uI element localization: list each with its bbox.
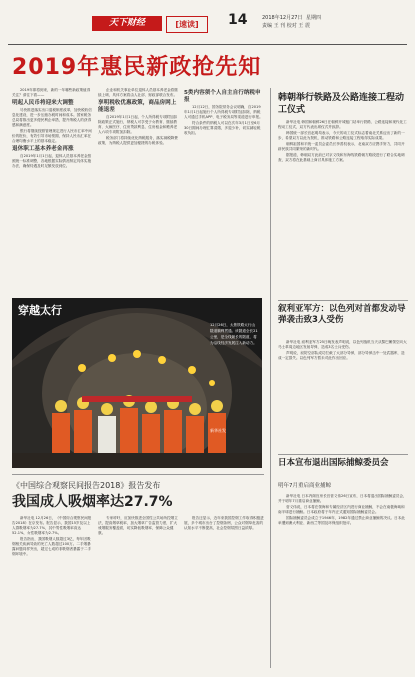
article1-subhead-4: 5类内容须个人自主自行纳税申报 <box>184 90 261 103</box>
masthead-weekday: 星期四 <box>306 15 322 21</box>
right2-para-2: 声明说，叙防空部队成功拦截了大部分导弹，部分导弹击中一处武器库，造成一定损失。以色列军方暂未对此作出回应。 <box>278 351 405 360</box>
right3-subheading: 明年7月重启商业捕鲸 <box>278 483 331 489</box>
article1-col3 <box>184 88 264 294</box>
masthead-date: 2018年12月27日 <box>262 15 303 21</box>
masthead-editors: 责编 王 刊 校对 王 震 <box>262 23 310 29</box>
right1-para-2: 韩国统一部长官赵明均表示，今天的动工仪式标志着南北关系迈出了新的一步，希望双方以此为契机，推动铁路和公路连接工程取得实际成果。 <box>278 131 405 140</box>
main-headline: 2019年惠民新政抢先知 <box>12 55 262 80</box>
article1-para-6: 税务部门将持续优化纳税服务，落实减税降费政策，为纳税人提供更加便捷的办税体验。 <box>98 136 178 145</box>
photo-credit: 新华社发 <box>210 428 226 433</box>
article1-para-3: 自2019年1月1日起，退休人员基本养老金按照统一标准调整，各地根据实际情况制定具体实施办法，确保待遇及时足额发放到位。 <box>12 154 92 168</box>
article1-para-7: 12月12日，国务院常务会议明确，自2019年1月1日起施行个人所得税专项附加扣除，纳税人可通过手机APP、电子税务局等渠道进行申报。 <box>184 105 263 119</box>
article1-subhead-1: 明起人民币将迎来大调整 <box>12 100 74 106</box>
right-rule-1 <box>278 300 408 301</box>
right3-heading: 日本宣布退出国际捕鲸委员会 <box>278 458 389 468</box>
right3-para-3: 国际捕鲸委员会成立于1946年，1982年通过禁止商业捕鲸的决议。日本此举遭到澳大利亚、新西兰等国及环保组织批评。 <box>278 516 405 525</box>
article1-para-1: 尽快推进落实出口退税制度改革，加快税收信息化建设，进一步压缩办税时间和成本。国家税务总局将推出更多便民利企举措，提升纳税人的获得感和满意度。 <box>12 108 92 127</box>
article2-para-2: 报告指出，我国吸烟人数超过3亿，每年因吸烟相关疾病导致的死亡人数超过100万。二手烟暴露问题同样突出，超过七成的非吸烟者暴露于二手烟环境中。 <box>12 537 92 556</box>
article2-col1 <box>12 516 92 666</box>
article1-para-5: 自2019年1月1日起，个人所得税专项附加扣除政策正式施行，纳税人可享受子女教育、继续教育、大病医疗、住房贷款利息、住房租金和赡养老人六项专项附加扣除。 <box>98 115 178 134</box>
right3-para-1: 新华社电 日本内阁官房长官菅义伟26日宣布，日本将退出国际捕鲸委员会，并于明年7月重启商业捕鲸。 <box>278 494 407 503</box>
masthead-tag: [速读] <box>166 16 208 33</box>
article2-para-4: 报告还显示，近年来我国控烟工作取得积极进展，多个城市出台了控烟条例，公众对烟草危害的认知水平不断提高，社会控烟氛围日益浓厚。 <box>184 516 264 530</box>
article2-heading-small: 《中国综合观察民间报告2018》报告发布 <box>12 481 161 490</box>
page-number: 14 <box>228 12 248 28</box>
right2-heading: 叙利亚军方：以色列对首都发动导弹袭击致3人受伤 <box>278 304 406 325</box>
article1-subhead-3: 享明税收优惠政策，商品房网上能退差 <box>98 100 177 113</box>
right3-para-2: 菅义伟说，日本将在领海和专属经济区内进行商业捕鲸，不会在南极海域和南半球进行捕鲸。日本政府将于年内正式通知国际捕鲸委员会。 <box>278 505 405 514</box>
article2-rule <box>12 474 264 475</box>
right2-body <box>278 340 408 450</box>
right2-para-1: 新华社电 叙利亚军方25日晚发表声明说，以色列战机当天从黎巴嫩领空向大马士革周边地区发射导弹，造成3名士兵受伤。 <box>278 340 407 349</box>
right3-body <box>278 494 408 669</box>
article2-col3 <box>184 516 264 666</box>
masthead-rule <box>8 44 407 45</box>
right1-para-3: 朝鲜祖国和平统一委员会委员长李善权表示，北南双方应携手努力，共同开辟民族共同繁荣的新时代。 <box>278 142 405 151</box>
photo-caption: 12月26日，太焦铁路太行山隧道顺利贯通。该隧道全长21公里，是全线最长的隧道，将为沿线经济发展注入新动力。 <box>210 323 258 345</box>
article1-para-2: 银行将继续按照管理规定进行人民币汇率中间价的报价，有效引导市场预期，保持人民币汇率在合理均衡水平上的基本稳定。 <box>12 129 92 143</box>
masthead <box>0 0 415 52</box>
article1-subhead-2: 退休职工基本养老金再涨 <box>12 146 74 152</box>
column-divider <box>270 88 271 668</box>
article1-para-4: 企业和机关事业单位退休人员基本养老金将继续上调，具体方案将由人社部、财政部联合发布。 <box>98 88 178 97</box>
article2-col2 <box>98 516 178 666</box>
right-rule-2 <box>278 454 408 455</box>
article1-col2 <box>98 88 178 294</box>
right1-body <box>278 120 408 295</box>
photo-block <box>12 298 262 468</box>
right1-para-4: 据报道，韩朝双方此前已对京义线和东海线铁路朝方路段进行了联合实地调查，双方将在此基础上商讨具体施工方案。 <box>278 153 405 162</box>
article2-para-1: 新华社电 12月26日，《中国综合观察民间报告2018》在京发布。报告显示，我国15岁及以上人群吸烟率为27.7%，其中男性吸烟率高达52.1%，女性吸烟率为2.7%。 <box>12 516 92 535</box>
masthead-logo: 天下财经 <box>92 16 162 31</box>
article1-col1 <box>12 88 92 294</box>
right1-para-1: 新华社电 韩国和朝鲜26日在朝鲜开城板门站举行铁路、公路连接和现代化工程动工仪式，双方代表出席仪式并致辞。 <box>278 120 407 129</box>
article1-intro: 2019年即将到来，新的一年哪些新政策值得关注？请往下看—— <box>12 88 91 97</box>
article1-para-8: 符合条件的纳税人可以在次年3月1日至6月30日期间办理汇算清缴，多退少补，切实减轻税收负担。 <box>184 121 261 135</box>
right1-heading: 韩朝举行铁路及公路连接工程动工仪式 <box>278 93 405 115</box>
article2-heading: 我国成人吸烟率达27.7% <box>12 494 173 510</box>
article2-para-3: 专家呼吁，应加快推进全国性公共场所控烟立法，提高烟草税率，加大烟草广告监管力度，扩大戒烟服务覆盖面，切实降低吸烟率，保障公众健康。 <box>98 516 178 535</box>
photo-title: 穿越太行 <box>18 304 62 317</box>
